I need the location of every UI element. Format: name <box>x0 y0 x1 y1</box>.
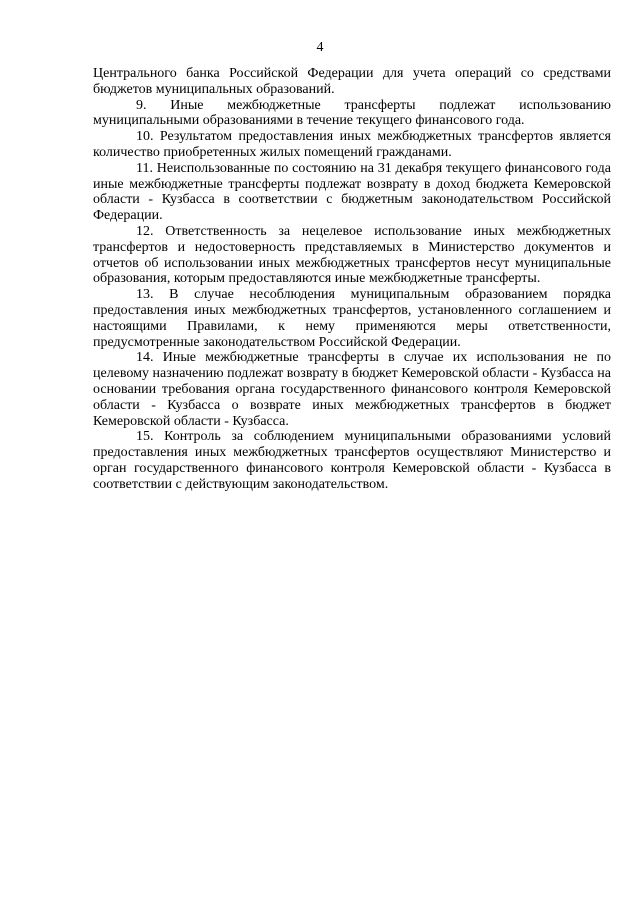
paragraph-12: 12. Ответственность за нецелевое использование иных межбюджетных трансфертов и недостоверность представляемых в Министерство документов и отчетов об использовании иных межбюджетных трансфертов несут муниципальные образования, которым предоставляются иные межбюджетные трансферты. <box>93 223 611 287</box>
paragraph-13: 13. В случае несоблюдения муниципальным образованием порядка предоставления иных межбюджетных трансфертов, установленного соглашением и настоящими Правилами, к нему применяются меры ответственности, предусмотренные законодательством Российской Федерации. <box>93 287 611 350</box>
paragraph-11: 11. Неиспользованные по состоянию на 31 декабря текущего финансового года иные межбюджетные трансферты подлежат возврату в доход бюджета Кемеровской области - Кузбасса в соответствии с бюджетным законодательством Российской Федерации. <box>93 160 611 224</box>
paragraph-10: 10. Результатом предоставления иных межбюджетных трансфертов является количество приобретенных жилых помещений гражданами. <box>93 129 611 160</box>
paragraph-15: 15. Контроль за соблюдением муниципальными образованиями условий предоставления иных межбюджетных трансфертов осуществляют Министерство и орган государственного финансового контроля Кемеровской области - Кузбасса в соответствии с действующим законодательством. <box>93 429 611 492</box>
page-number: 4 <box>316 40 324 55</box>
paragraph-9: 9. Иные межбюджетные трансферты подлежат использованию муниципальными образованиями в течение текущего финансового года. <box>93 97 611 129</box>
paragraph-14: 14. Иные межбюджетные трансферты в случае их использования не по целевому назначению подлежат возврату в бюджет Кемеровской области - Кузбасса на основании требования органа государственного финансового контроля Кемеровской области - Кузбасса о возврате иных межбюджетных трансфертов в бюджет Кемеровской области - Кузбасса. <box>93 350 611 429</box>
document-body <box>93 66 611 493</box>
paragraph-continuation: Центрального банка Российской Федерации для учета операций со средствами бюджетов муниципальных образований. <box>93 66 611 97</box>
